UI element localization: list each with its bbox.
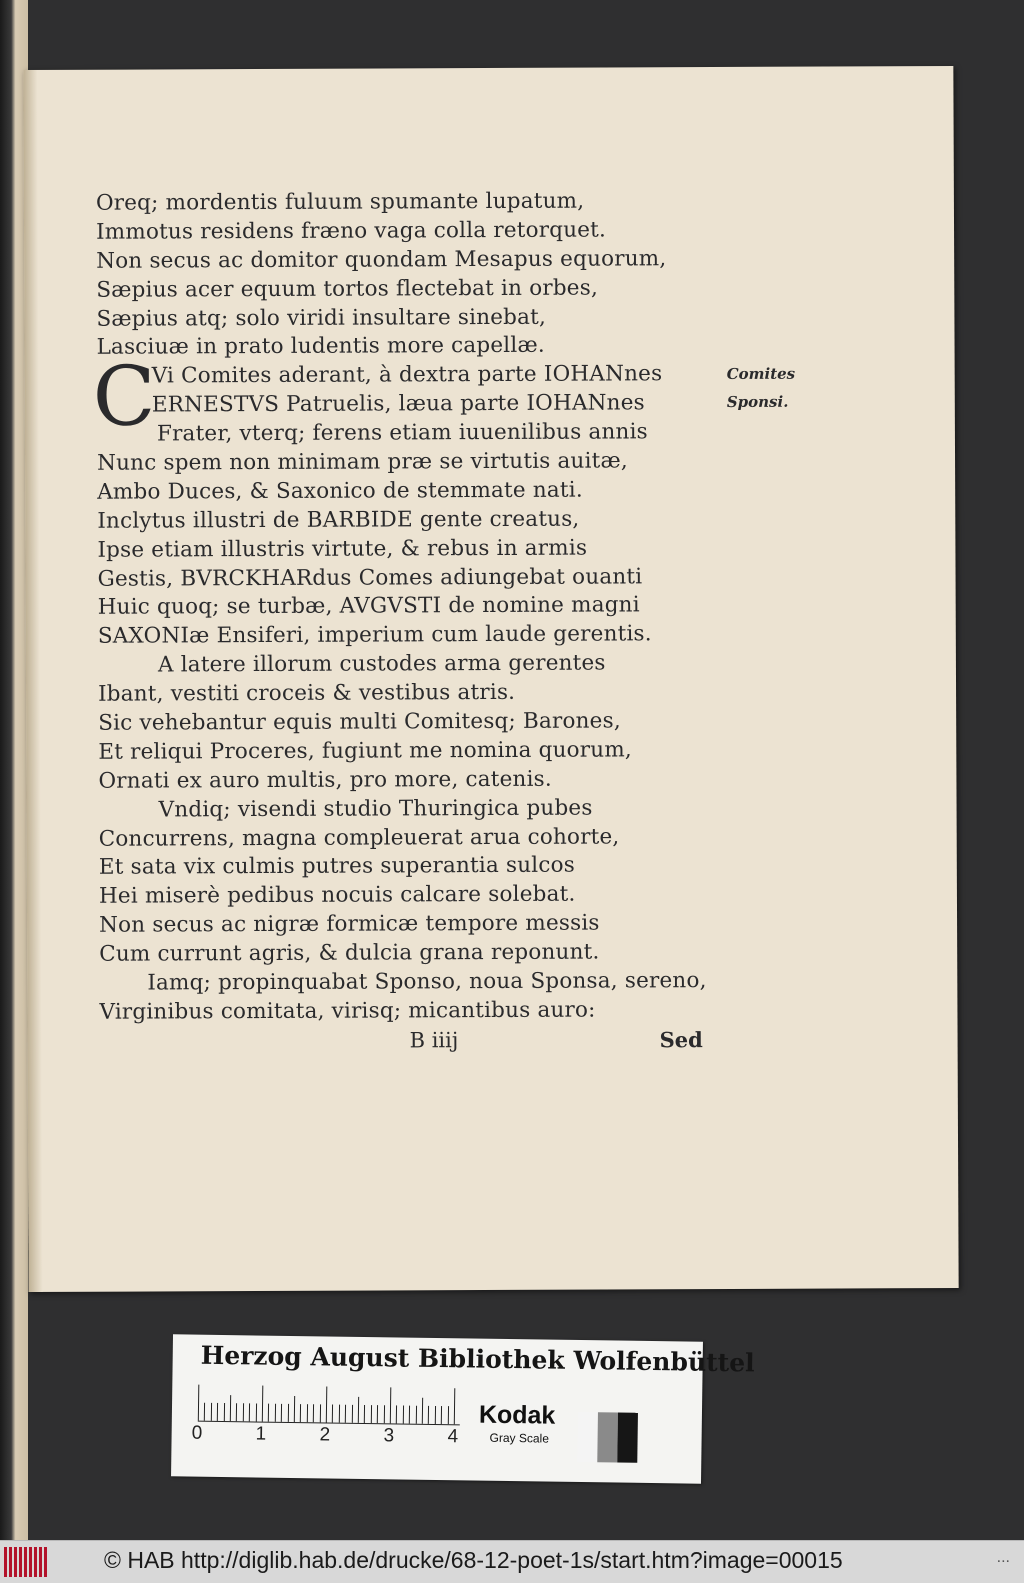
ruler-tick: [339, 1405, 340, 1423]
verse-line: Vi Comites aderant, à dextra parte IOHANnes: [151, 361, 663, 389]
ruler-tick: [326, 1386, 328, 1422]
ruler-tick: [428, 1406, 429, 1424]
ruler-tick: [345, 1405, 346, 1423]
ruler-number: 2: [319, 1424, 331, 1446]
gray-swatch-white: [577, 1412, 598, 1462]
ruler-tick: [236, 1403, 237, 1421]
ruler-tick: [300, 1404, 301, 1422]
verse-line: Inclytus illustri de BARBIDE gente creatus,: [97, 506, 580, 534]
ruler-tick: [307, 1404, 308, 1422]
ruler-tick: [313, 1404, 314, 1422]
verse-line: SAXONIæ Ensiferi, imperium cum laude gerentis.: [97, 621, 652, 650]
ruler-tick: [383, 1405, 384, 1423]
ruler-tick: [217, 1403, 218, 1421]
ruler-tick: [409, 1406, 410, 1424]
ruler-tick: [243, 1403, 244, 1421]
ruler-tick: [435, 1406, 436, 1424]
kodak-logo-text: Kodak: [478, 1400, 556, 1430]
ruler-tick: [249, 1403, 250, 1421]
ruler-tick: [204, 1403, 205, 1421]
verse-line: Non secus ac domitor quondam Mesapus equorum,: [96, 246, 667, 274]
ruler-tick: [390, 1387, 392, 1423]
ruler-tick: [447, 1406, 448, 1424]
marginal-note-sponsi: Sponsi.: [726, 392, 789, 411]
ruler-tick: [198, 1385, 200, 1421]
marginal-note-comites: Comites: [726, 364, 796, 383]
book-page: [23, 66, 958, 1292]
hab-logo-icon: [4, 1547, 48, 1577]
ruler-tick: [332, 1405, 333, 1423]
verse-line: Immotus residens fræno vaga colla retorquet.: [95, 217, 607, 245]
ruler-number: 3: [383, 1425, 395, 1447]
verse-line: Non secus ac nigræ formicæ tempore messis: [99, 910, 600, 938]
verse-line: Sæpius atq; solo viridi insultare sinebat,: [96, 304, 547, 332]
gray-swatch-mid: [597, 1412, 618, 1462]
ruler-number: 4: [447, 1426, 459, 1448]
verse-line: Ibant, vestiti croceis & vestibus atris.: [98, 680, 516, 707]
verse-line: Virginibus comitata, virisq; micantibus auro:: [99, 997, 596, 1025]
ruler-tick: [255, 1403, 256, 1421]
ruler-tick: [454, 1388, 456, 1424]
verse-line: Oreq; mordentis fuluum spumante lupatum,: [95, 188, 585, 216]
ruler-tick: [358, 1397, 359, 1423]
verse-line: Hei miserè pedibus nocuis calcare solebat.: [98, 882, 576, 910]
ruler-tick: [211, 1403, 212, 1421]
ruler-tick: [351, 1405, 352, 1423]
verse-line: Nunc spem non minimam præ se virtutis auitæ,: [97, 448, 628, 476]
ruler-tick: [275, 1404, 276, 1422]
copyright-url[interactable]: © HAB http://diglib.hab.de/drucke/68-12-poet-1s/start.htm?image=00015: [104, 1547, 843, 1573]
verse-line: Lasciuæ in prato ludentis more capellæ.: [96, 333, 545, 361]
ruler-tick: [319, 1404, 320, 1422]
verse-line: Ambo Duces, & Saxonico de stemmate nati.: [97, 477, 583, 505]
verse-line: Sæpius acer equum tortos flectebat in orbes,: [96, 275, 599, 303]
ruler-tick: [415, 1406, 416, 1424]
signature-line: [100, 1027, 720, 1060]
verse-line: Et sata vix culmis putres superantia sulcos: [98, 853, 576, 881]
verse-line: Huic quoq; se turbæ, AVGVSTI de nomine magni: [97, 592, 640, 621]
library-color-card: [171, 1334, 755, 1483]
ruler-tick: [223, 1403, 224, 1421]
verse-line: Cum currunt agris, & dulcia grana reponunt.: [99, 939, 600, 967]
verse-line: A latere illorum custodes arma gerentes: [157, 650, 606, 678]
gray-swatch-black: [617, 1413, 638, 1463]
ruler-tick: [268, 1404, 269, 1422]
ruler-tick: [230, 1395, 231, 1421]
catchword: Sed: [659, 1027, 703, 1053]
drop-cap: C: [92, 349, 156, 446]
verse-line: Gestis, BVRCKHARdus Comes adiungebat ouanti: [97, 563, 643, 592]
verse-line: ERNESTVS Patruelis, læua parte IOHANnes: [151, 390, 645, 418]
ruler-tick: [371, 1405, 372, 1423]
verse-line: Et reliqui Proceres, fugiunt me nomina quorum,: [98, 737, 632, 765]
ruler-numbers: [189, 1423, 489, 1451]
ruler-tick: [396, 1405, 397, 1423]
verse-line: Iamq; propinquabat Sponso, noua Sponsa, sereno,: [147, 968, 707, 996]
verse-line: Vndiq; visendi studio Thuringica pubes: [158, 795, 593, 823]
ruler-tick: [262, 1386, 264, 1422]
ruler-tick: [377, 1405, 378, 1423]
more-options-icon[interactable]: ...: [996, 1549, 1010, 1566]
verse-line: Concurrens, magna compleuerat arua cohorte,: [98, 824, 620, 852]
verse-block: [92, 187, 750, 1028]
ruler-tick: [287, 1404, 288, 1422]
library-name: Herzog August Bibliothek Wolfenbüttel: [200, 1340, 755, 1378]
ruler-tick: [364, 1405, 365, 1423]
ruler-tick: [281, 1404, 282, 1422]
gray-scale-label: Gray Scale: [489, 1430, 550, 1446]
signature-mark: B iiij: [409, 1028, 459, 1053]
ruler-number: 1: [255, 1423, 267, 1445]
ruler-tick: [403, 1406, 404, 1424]
ruler-number: 0: [191, 1422, 203, 1444]
verse-line: Ipse etiam illustris virtute, & rebus in armis: [97, 535, 588, 563]
ruler-scale: [198, 1383, 461, 1426]
verse-line: Ornati ex auro multis, pro more, catenis.: [98, 766, 552, 794]
verse-line: Frater, vterq; ferens etiam iuuenilibus annis: [156, 419, 648, 447]
ruler-tick: [294, 1396, 295, 1422]
viewer-footer: [0, 1540, 1024, 1583]
ruler-tick: [422, 1398, 423, 1424]
ruler-tick: [441, 1406, 442, 1424]
verse-line: Sic vehebantur equis multi Comitesq; Barones,: [98, 708, 621, 736]
